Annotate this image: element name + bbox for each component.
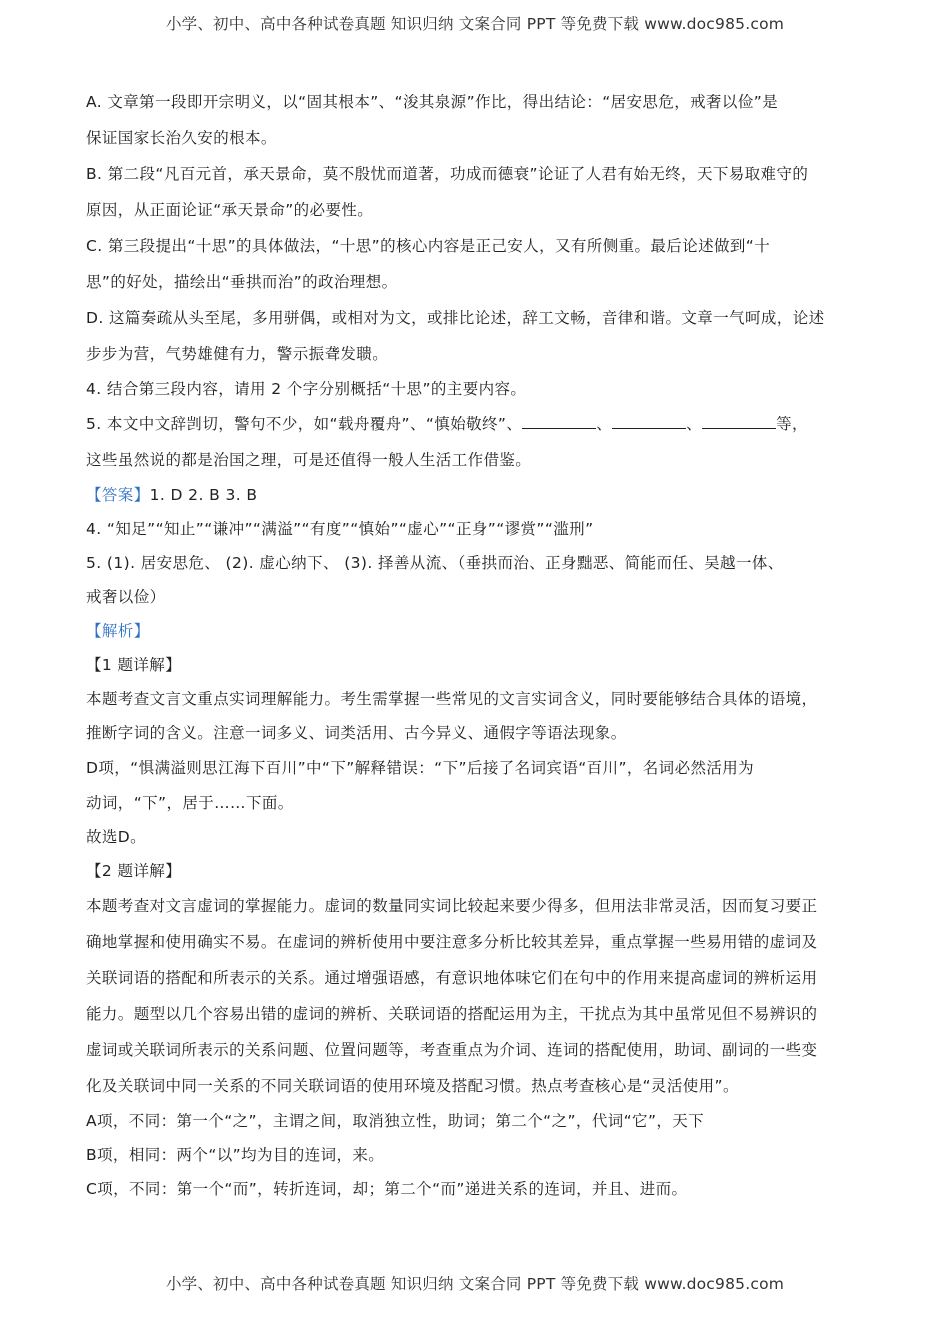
answer-blank-1 [522,414,596,429]
q2-detail-p7: A项，不同：第一个“之”，主谓之间，取消独立性，助词；第二个“之”，代词“它”，天下 [86,1112,705,1130]
q1-detail-title: 【1 题详解】 [86,656,182,674]
analysis-label: 【解析】 [86,622,150,640]
answer-line2: 4. “知足”“知止”“谦冲”“满溢”“有度”“慎始”“虚心”“正身”“谬赏”“滥刑” [86,520,594,538]
q1-detail-p4: 动词，“下”，居于……下面。 [86,794,294,812]
q2-detail-p3: 关联词语的搭配和所表示的关系。通过增强语感，有意识地体味它们在句中的作用来提高虚词的辨析运用 [86,969,818,987]
option-a-line2: 保证国家长治久安的根本。 [86,129,277,147]
question-5-start: 5. 本文中文辞剀切，警句不少，如“载舟覆舟”、“慎始敬终”、 [86,415,523,433]
q1-detail-p1: 本题考查文言文重点实词理解能力。考生需掌握一些常见的文言实词含义，同时要能够结合具体的语境， [86,690,818,708]
answer-blank-2 [612,414,686,429]
q2-detail-p5: 虚词或关联词所表示的关系问题、位置问题等，考查重点为介词、连词的搭配使用，助词、副词的一些变 [86,1041,818,1059]
q2-detail-p6: 化及关联词中同一关系的不同关联词语的使用环境及搭配习惯。热点考查核心是“灵活使用”。 [86,1077,739,1095]
option-d-line2: 步步为营，气势雄健有力，警示振聋发聩。 [86,345,389,363]
option-a-line1: A. 文章第一段即开宗明义，以“固其根本”、“浚其泉源”作比，得出结论：“居安思危，戒奢以俭”是 [86,93,779,111]
question-5-end: 等， [776,415,808,433]
answer-label: 【答案】 [86,486,150,504]
option-b-line1: B. 第二段“凡百元首，承天景命，莫不殷忧而道著，功成而德衰”论证了人君有始无终，天下易取难守的 [86,165,809,183]
option-c-line1: C. 第三段提出“十思”的具体做法，“十思”的核心内容是正己安人，又有所侧重。最后论述做到“十 [86,237,771,255]
option-d-line1: D. 这篇奏疏从头至尾，多用骈偶，或相对为文，或排比论述，辞工文畅，音律和谐。文章一气呵成，论述 [86,309,825,327]
option-b-line2: 原因，从正面论证“承天景命”的必要性。 [86,201,374,219]
q2-detail-p1: 本题考查对文言虚词的掌握能力。虚词的数量同实词比较起来要少得多，但用法非常灵活，因而复习要正 [86,897,818,915]
q1-detail-p3: D项，“惧满溢则思江海下百川”中“下”解释错误：“下”后接了名词宾语“百川”，名词必然活用为 [86,759,755,777]
question-5-sep2: 、 [686,415,703,433]
q2-detail-p9: C项，不同：第一个“而”，转折连词，却；第二个“而”递进关系的连词，并且、进而。 [86,1180,688,1198]
answer-blank-3 [702,414,776,429]
question-4: 4. 结合第三段内容，请用 2 个字分别概括“十思”的主要内容。 [86,380,527,398]
q1-detail-p5: 故选D。 [86,828,147,846]
answer-line4: 戒奢以俭） [86,588,166,606]
q2-detail-p4: 能力。题型以几个容易出错的虚词的辨析、关联词语的搭配运用为主，干扰点为其中虽常见但不易辨识的 [86,1005,818,1023]
answer-choices: 1. D 2. B 3. B [149,486,258,504]
q2-detail-p2: 确地掌握和使用确实不易。在虚词的辨析使用中要注意多分析比较其差异，重点掌握一些易用错的虚词及 [86,933,818,951]
option-c-line2: 思”的好处，描绘出“垂拱而治”的政治理想。 [86,273,398,291]
q2-detail-p8: B项，相同：两个“以”均为目的连词，来。 [86,1146,385,1164]
question-5-sep1: 、 [596,415,613,433]
page-footer: 小学、初中、高中各种试卷真题 知识归纳 文案合同 PPT 等免费下载 www.doc985.com [165,1275,785,1293]
question-5-line1 [86,406,876,442]
q1-detail-p2: 推断字词的含义。注意一词多义、词类活用、古今异义、通假字等语法现象。 [86,724,627,742]
answer-line3: 5. (1). 居安思危、 (2). 虚心纳下、 (3). 择善从流、（垂拱而治、正身黜恶、简能而任、吴越一体、 [86,554,784,572]
document-body [86,84,876,1206]
question-5-line2: 这些虽然说的都是治国之理，可是还值得一般人生活工作借鉴。 [86,451,532,469]
answer-line1 [86,478,876,512]
q2-detail-title: 【2 题详解】 [86,862,182,880]
page-header: 小学、初中、高中各种试卷真题 知识归纳 文案合同 PPT 等免费下载 www.doc985.com [165,15,785,33]
